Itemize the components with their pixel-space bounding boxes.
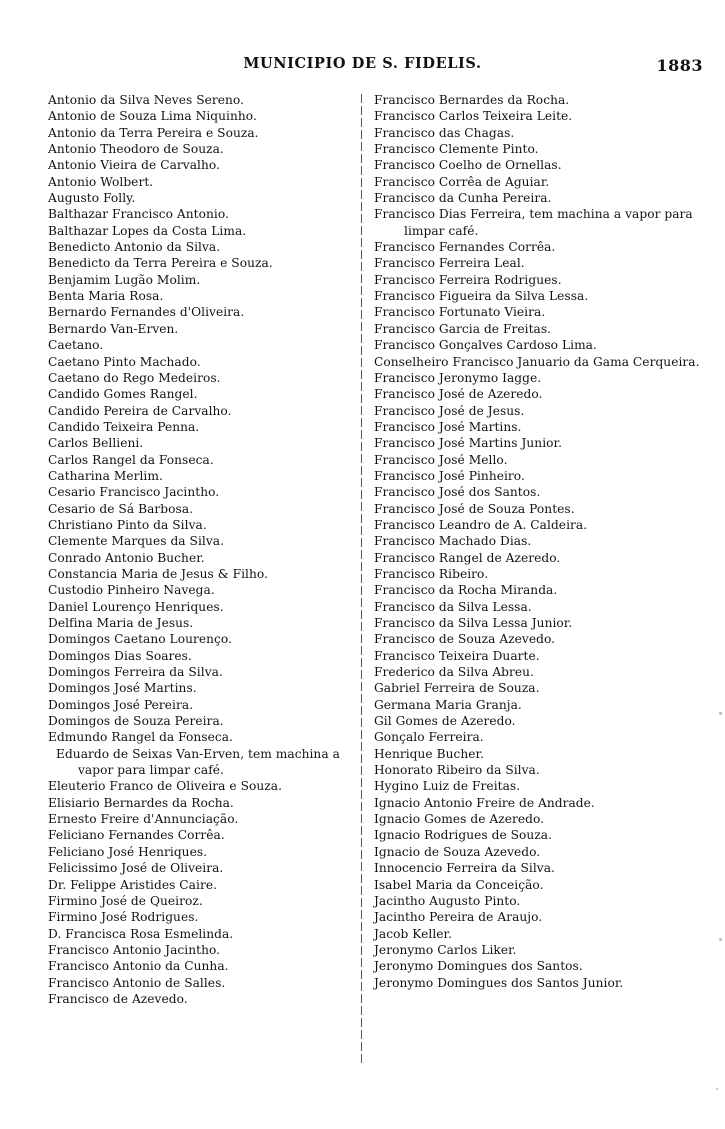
list-item: Francisco José Pinheiro.	[374, 468, 525, 483]
list-item: Isabel Maria da Conceição.	[374, 877, 544, 892]
list-item: Francisco Ferreira Leal.	[374, 256, 525, 271]
list-item: Caetano Pinto Machado.	[48, 354, 201, 369]
list-item: Francisco José de Souza Pontes.	[374, 501, 575, 516]
list-item: Francisco Clemente Pinto.	[374, 142, 539, 157]
list-item: Candido Teixeira Penna.	[48, 419, 200, 434]
list-item: Dr. Felippe Aristides Caire.	[48, 877, 218, 892]
list-item: Antonio Vieira de Carvalho.	[48, 158, 220, 173]
list-item: Feliciano José Henriques.	[48, 844, 208, 859]
list-item: Caetano do Rego Medeiros.	[48, 370, 221, 385]
list-item: Ignacio de Souza Azevedo.	[374, 844, 541, 859]
list-item: Francisco Carlos Teixeira Leite.	[374, 109, 573, 124]
list-item: Firmino José Rodrigues.	[48, 910, 199, 925]
list-item: Domingos Dias Soares.	[48, 648, 192, 663]
list-item: Ernesto Freire d'Annunciação.	[48, 812, 239, 827]
column-right	[374, 92, 704, 991]
list-item: Benjamim Lugão Molim.	[48, 272, 201, 287]
list-item: Antonio da Silva Neves Sereno.	[48, 93, 245, 107]
list-item: Gil Gomes de Azeredo.	[374, 714, 516, 729]
list-item: Felicissimo José de Oliveira.	[48, 861, 224, 876]
list-item: Benedicto da Terra Pereira e Souza.	[48, 256, 273, 271]
list-item: Carlos Bellieni.	[48, 436, 144, 451]
list-item: Gonçalo Ferreira.	[374, 730, 484, 745]
list-item: Francisco Corrêa de Aguiar.	[374, 174, 550, 189]
list-item: Francisco da Silva Lessa.	[374, 599, 532, 614]
page-title: MUNICIPIO DE S. FIDELIS.	[243, 55, 482, 72]
list-item: Francisco Bernardes da Rocha.	[374, 93, 570, 107]
list-item: Caetano.	[48, 338, 104, 353]
list-item: Domingos de Souza Pereira.	[48, 714, 224, 729]
list-item: Francisco Ribeiro.	[374, 566, 489, 581]
list-item: Jeronymo Domingues dos Santos Junior.	[374, 975, 624, 990]
list-item: Francisco José Martins Junior.	[374, 436, 563, 451]
list-item: Francisco José Martins.	[374, 419, 522, 434]
list-item: Delfina Maria de Jesus.	[48, 616, 194, 630]
list-item: Germana Maria Granja.	[374, 697, 522, 712]
list-item: Benta Maria Rosa.	[48, 289, 164, 304]
list-item: Ignacio Rodrigues de Souza.	[374, 828, 553, 843]
list-item: Innocencio Ferreira da Silva.	[374, 861, 555, 876]
list-item: Feliciano Fernandes Corrêa.	[48, 828, 225, 843]
list-item: Frederico da Silva Abreu.	[374, 665, 534, 680]
list-item: Francisco Machado Dias.	[374, 534, 532, 549]
list-item: Francisco Coelho de Ornellas.	[374, 158, 562, 173]
list-item: Antonio Theodoro de Souza.	[48, 142, 224, 157]
list-item: Francisco Fernandes Corrêa.	[374, 240, 556, 255]
list-item: Francisco José Mello.	[374, 452, 508, 467]
list-item: Francisco Gonçalves Cardoso Lima.	[374, 338, 597, 353]
list-item: Elisiario Bernardes da Rocha.	[48, 795, 234, 810]
list-item: Conselheiro Francisco Januario da Gama Cerqueira.	[374, 354, 700, 369]
list-item: Francisco Leandro de A. Caldeira.	[374, 517, 588, 532]
list-item: Francisco de Azevedo.	[48, 991, 188, 1006]
list-item: Francisco Jeronymo Iagge.	[374, 370, 542, 385]
list-item: Antonio de Souza Lima Niquinho.	[48, 109, 257, 124]
list-item: Jacintho Pereira de Araujo.	[374, 910, 543, 925]
list-item: Domingos José Martins.	[48, 681, 197, 696]
list-item: Clemente Marques da Silva.	[48, 534, 225, 549]
column-divider	[361, 94, 362, 1066]
list-item: Jacintho Augusto Pinto.	[374, 893, 521, 908]
list-item: Candido Pereira de Carvalho.	[48, 403, 232, 418]
list-item: Domingos Ferreira da Silva.	[48, 665, 223, 680]
scan-speck	[719, 712, 722, 715]
list-item: Edmundo Rangel da Fonseca.	[48, 730, 233, 745]
list-item: Domingos Caetano Lourenço.	[48, 632, 232, 647]
list-item: Firmino José de Queiroz.	[48, 893, 203, 908]
list-item: Jeronymo Carlos Liker.	[374, 942, 517, 957]
list-item: Hygino Luiz de Freitas.	[374, 779, 521, 794]
list-item: Gabriel Ferreira de Souza.	[374, 681, 540, 696]
list-item: Jacob Keller.	[374, 926, 452, 941]
list-item: Francisco José dos Santos.	[374, 485, 541, 500]
name-list-left	[48, 92, 358, 1007]
list-item: Francisco Fortunato Vieira.	[374, 305, 546, 320]
list-item: Francisco Antonio Jacintho.	[48, 942, 221, 957]
list-item: Francisco da Cunha Pereira.	[374, 191, 552, 206]
list-item: Conrado Antonio Bucher.	[48, 550, 205, 565]
page-header	[0, 55, 725, 79]
list-item: Francisco Figueira da Silva Lessa.	[374, 289, 589, 304]
scan-speck	[716, 1088, 718, 1090]
list-item: Daniel Lourenço Henriques.	[48, 599, 224, 614]
column-left	[48, 92, 358, 1007]
list-item: Christiano Pinto da Silva.	[48, 517, 207, 532]
list-item: Jeronymo Domingues dos Santos.	[374, 959, 583, 974]
page-year: 1883	[656, 56, 703, 75]
list-item: Augusto Folly.	[48, 191, 136, 206]
list-item: Ignacio Antonio Freire de Andrade.	[374, 795, 595, 810]
list-item: Francisco da Silva Lessa Junior.	[374, 616, 573, 630]
list-item: Eleuterio Franco de Oliveira e Souza.	[48, 779, 283, 794]
list-item: Antonio Wolbert.	[48, 174, 154, 189]
list-item: Francisco das Chagas.	[374, 125, 515, 140]
list-item: Francisco José de Azeredo.	[374, 387, 543, 402]
list-item: Francisco da Rocha Miranda.	[374, 583, 558, 598]
list-item: Francisco de Souza Azevedo.	[374, 632, 556, 647]
list-item: Francisco José de Jesus.	[374, 403, 525, 418]
list-item: Francisco Ferreira Rodrigues.	[374, 272, 562, 287]
list-item: Cesario Francisco Jacintho.	[48, 485, 220, 500]
list-item: Bernardo Fernandes d'Oliveira.	[48, 305, 245, 320]
list-item: Eduardo de Seixas Van-Erven, tem machina a vapor para limpar café.	[56, 746, 340, 778]
list-item: Francisco Garcia de Freitas.	[374, 321, 552, 336]
list-item: Francisco Rangel de Azeredo.	[374, 550, 561, 565]
list-item: Benedicto Antonio da Silva.	[48, 240, 221, 255]
list-item: Francisco Teixeira Duarte.	[374, 648, 540, 663]
list-item: Candido Gomes Rangel.	[48, 387, 198, 402]
list-item: Honorato Ribeiro da Silva.	[374, 763, 540, 778]
list-item: Henrique Bucher.	[374, 746, 485, 761]
list-item: D. Francisca Rosa Esmelinda.	[48, 926, 234, 941]
list-item: Catharina Merlim.	[48, 468, 163, 483]
list-item: Custodio Pinheiro Navega.	[48, 583, 215, 598]
name-list-right	[374, 92, 704, 991]
list-item: Ignacio Gomes de Azeredo.	[374, 812, 545, 827]
list-item: Balthazar Francisco Antonio.	[48, 207, 229, 222]
list-item: Francisco Dias Ferreira, tem machina a vapor para limpar café.	[374, 207, 693, 238]
list-item: Balthazar Lopes da Costa Lima.	[48, 223, 247, 238]
list-item: Bernardo Van-Erven.	[48, 321, 179, 336]
list-item: Francisco Antonio da Cunha.	[48, 959, 229, 974]
list-item: Cesario de Sá Barbosa.	[48, 501, 194, 516]
name-columns	[0, 92, 725, 1102]
list-item: Antonio da Terra Pereira e Souza.	[48, 125, 259, 140]
list-item: Francisco Antonio de Salles.	[48, 975, 226, 990]
list-item: Constancia Maria de Jesus & Filho.	[48, 566, 268, 581]
list-item: Domingos José Pereira.	[48, 697, 194, 712]
list-item: Carlos Rangel da Fonseca.	[48, 452, 214, 467]
scan-speck	[719, 938, 722, 941]
